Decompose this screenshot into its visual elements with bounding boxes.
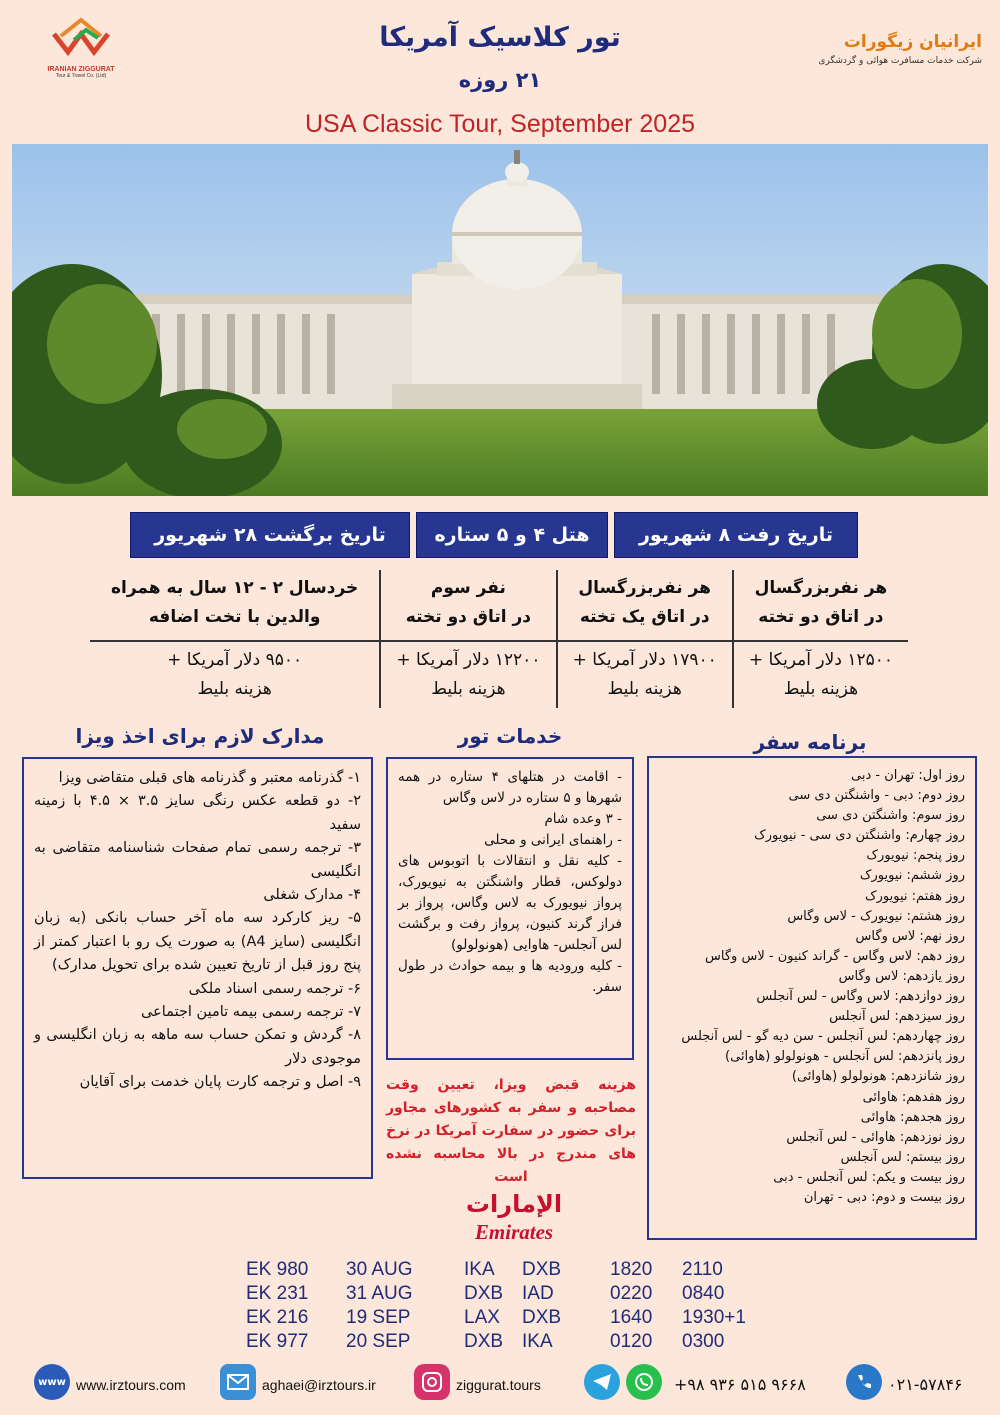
flight-number: EK 216: [246, 1307, 309, 1328]
flight-destination: IKA: [522, 1331, 553, 1352]
flight-origin: LAX: [464, 1307, 500, 1328]
capitol-building-illustration: [12, 144, 988, 496]
price-header: هر نفربزرگسال در اتاق یک تخته: [557, 570, 733, 641]
flight-departure-time: 1820: [610, 1259, 653, 1280]
service-item: - راهنمای ایرانی و محلی: [484, 832, 622, 848]
price-value: ۱۷۹۰۰ دلار آمریکا + هزینه بلیط: [557, 641, 733, 708]
document-item: ۹- اصل و ترجمه کارت پایان خدمت برای آقایان: [79, 1074, 361, 1091]
itinerary-day: روز چهاردهم: لس آنجلس - سن دیه گو - لس آنجلس: [681, 1029, 965, 1045]
page-title: تور کلاسیک آمریکا: [379, 22, 621, 53]
brand-subtitle: شرکت خدمات مسافرت هوائی و گردشگری: [818, 56, 982, 66]
hotel-rating-pill: هتل ۴ و ۵ ستاره: [416, 512, 608, 558]
document-item: ۵- ریز کارکرد سه ماه آخر حساب بانکی (به زبان انگلیسی (سایز A4) به صورت یک رو با اعتبار کمتر از پنج روز قبل از تاریخ تعیین شده برای تحویل مدارک): [34, 910, 361, 974]
telegram-icon: [584, 1364, 620, 1400]
document-item: ۱- گذرنامه معتبر و گذرنامه های قبلی متقاضی ویزا: [58, 770, 361, 786]
departure-date-pill: تاریخ رفت ۸ شهریور: [614, 512, 858, 558]
price-header: خردسال ۲ - ۱۲ سال به همراه والدین با تخت اضافه: [90, 570, 380, 641]
document-item: ۷- ترجمه رسمی بیمه تامین اجتماعی: [141, 1004, 361, 1021]
contact-footer: [0, 1360, 1000, 1406]
itinerary-box: [647, 756, 977, 1240]
tour-duration: ۲۱ روزه: [458, 68, 542, 92]
price-header: هر نفربزرگسال در اتاق دو تخته: [733, 570, 908, 641]
price-table: [90, 570, 908, 708]
instagram-handle[interactable]: ziggurat.tours: [456, 1377, 541, 1393]
flight-origin: DXB: [464, 1331, 504, 1352]
visa-documents-box: [22, 757, 373, 1179]
flight-number: EK 980: [246, 1259, 309, 1280]
brand-name: ایرانیان زیگورات: [843, 32, 982, 52]
flight-destination: DXB: [522, 1259, 562, 1280]
flight-arrival-time: 2110: [682, 1259, 723, 1280]
flight-date: 30 AUG: [346, 1259, 413, 1280]
itinerary-day: روز شانزدهم: هونولولو (هاوائی): [791, 1069, 965, 1085]
itinerary-day: روز هجدهم: هاوائی: [860, 1109, 965, 1125]
itinerary-day: روز هفدهم: هاوائی: [862, 1089, 965, 1105]
english-title: USA Classic Tour, September 2025: [304, 110, 696, 138]
emirates-logo: [460, 1188, 568, 1245]
itinerary-day: روز بیست و یکم: لس آنجلس - دبی: [773, 1169, 965, 1185]
flight-origin: DXB: [464, 1283, 504, 1304]
flight-departure-time: 0220: [610, 1283, 653, 1304]
itinerary-day: روز دوازدهم: لاس وگاس - لس آنجلس: [756, 989, 965, 1005]
itinerary-day: روز چهارم: واشنگتن دی سی - نیویورک: [754, 828, 965, 844]
itinerary-day: روز بیستم: لس آنجلس: [840, 1149, 965, 1165]
price-value: ۹۵۰۰ دلار آمریکا + هزینه بلیط: [90, 641, 380, 708]
flight-number: EK 231: [246, 1283, 309, 1304]
email-link[interactable]: aghaei@irztours.ir: [262, 1377, 376, 1393]
itinerary-day: روز سوم: واشنگتن دی سی: [816, 808, 965, 824]
document-item: ۶- ترجمه رسمی اسناد ملکی: [188, 980, 361, 997]
itinerary-title: برنامه سفر: [753, 730, 867, 754]
itinerary-day: روز یازدهم: لاس وگاس: [838, 968, 965, 984]
price-header: نفر سوم در اتاق دو تخته: [380, 570, 556, 641]
services-title: خدمات تور: [457, 724, 563, 748]
itinerary-day: روز ششم: نیویورک: [859, 868, 965, 884]
phone-icon: [846, 1364, 882, 1400]
service-item: - ۳ وعده شام: [544, 811, 622, 827]
itinerary-day: روز پانزدهم: لس آنجلس - هونولولو (هاوائی): [725, 1049, 965, 1065]
price-value-row: [90, 641, 908, 708]
price-value: ۱۲۵۰۰ دلار آمریکا + هزینه بلیط: [748, 650, 893, 699]
email-icon: [220, 1364, 256, 1400]
whatsapp-icon: [626, 1364, 662, 1400]
documents-title: مدارک لازم برای اخذ ویزا: [75, 724, 325, 748]
logo-name: IRANIAN ZIGGURAT: [47, 66, 115, 73]
visa-fee-note: هزینه قبض ویزا، تعیین وقت مصاحبه و سفر به کشورهای مجاور برای حضور در سفارت آمریکا در نرخ های مندرج در بالا محاسبه نشده است: [386, 1077, 636, 1185]
itinerary-day: روز پنجم: نیویورک: [866, 848, 965, 864]
itinerary-day: روز سیزدهم: لس آنجلس: [829, 1009, 965, 1025]
flight-date: 20 SEP: [346, 1331, 411, 1352]
itinerary-day: روز دهم: لاس وگاس - گراند کنیون - لاس وگاس: [705, 948, 965, 964]
itinerary-day: روز بیست و دوم: دبی - تهران: [803, 1189, 965, 1205]
flight-date: 19 SEP: [346, 1307, 411, 1328]
logo-subtitle: Tour & Travel Co. (Ltd): [55, 73, 107, 79]
flight-row: [246, 1307, 766, 1331]
flight-destination: IAD: [522, 1283, 554, 1304]
document-item: ۳- ترجمه رسمی تمام صفحات شناسنامه متقاضی به انگلیسی: [34, 840, 361, 880]
flight-number: EK 977: [246, 1331, 309, 1352]
services-box: [386, 757, 634, 1060]
service-item: - کلیه ورودیه ها و بیمه حوادث در طول سفر.: [398, 958, 622, 995]
flight-row: [246, 1259, 766, 1283]
flight-departure-time: 0120: [610, 1331, 653, 1352]
itinerary-day: روز اول: تهران - دبی: [851, 768, 965, 783]
phone-number[interactable]: ۰۲۱-۵۷۸۴۶: [888, 1375, 963, 1394]
flight-destination: DXB: [522, 1307, 562, 1328]
itinerary-day: روز هفتم: نیویورک: [865, 888, 965, 904]
itinerary-day: روز نوزدهم: هاوائی - لس آنجلس: [786, 1129, 965, 1145]
flight-row: [246, 1331, 766, 1355]
service-item: - کلیه نقل و انتقالات با اتوبوس های دولوکس، قطار واشنگتن به نیویورک، پرواز نیویورک به لاس وگاس، پرواز بر فراز گرند کنیون، پرواز رفت و برگشت لس آنجلس- هاوایی (هونولولو): [398, 853, 622, 953]
flight-row: [246, 1283, 766, 1307]
price-header-row: [90, 570, 908, 641]
flight-arrival-time: 0300: [682, 1331, 725, 1352]
flight-schedule: [246, 1259, 766, 1355]
itinerary-day: روز دوم: دبی - واشنگتن دی سی: [788, 788, 965, 804]
return-date-pill: تاریخ برگشت ۲۸ شهریور: [130, 512, 410, 558]
website-icon: www: [34, 1364, 70, 1400]
flight-arrival-time: 1930+1: [682, 1307, 746, 1328]
itinerary-day: روز نهم: لاس وگاس: [855, 928, 965, 944]
flight-departure-time: 1640: [610, 1307, 653, 1328]
capitol-photo: [12, 144, 988, 496]
itinerary-day: روز هشتم: نیویورک - لاس وگاس: [787, 908, 965, 924]
instagram-icon: [414, 1364, 450, 1400]
website-link[interactable]: www.irztours.com: [76, 1377, 186, 1393]
mobile-number[interactable]: +۹۸ ۹۳۶ ۵۱۵ ۹۶۶۸: [674, 1375, 806, 1394]
flight-origin: IKA: [464, 1259, 495, 1280]
flight-arrival-time: 0840: [682, 1283, 725, 1304]
document-item: ۴- مدارک شغلی: [263, 887, 361, 904]
service-item: - اقامت در هتلهای ۴ ستاره در همه شهرها و ۵ ستاره در لاس وگاس: [398, 769, 622, 806]
document-item: ۸- گردش و تمکن حساب سه ماهه به زبان انگلیسی و موجودی دلار: [34, 1027, 361, 1067]
flight-date: 31 AUG: [346, 1283, 413, 1304]
document-item: ۲- دو قطعه عکس رنگی سایز ۳.۵ × ۴.۵ با زمینه سفید: [34, 793, 361, 833]
emirates-wordmark: Emirates: [474, 1220, 554, 1244]
price-value: ۱۲۲۰۰ دلار آمریکا + هزینه بلیط: [380, 641, 556, 708]
emirates-arabic-logo: الإمارات: [465, 1190, 563, 1218]
